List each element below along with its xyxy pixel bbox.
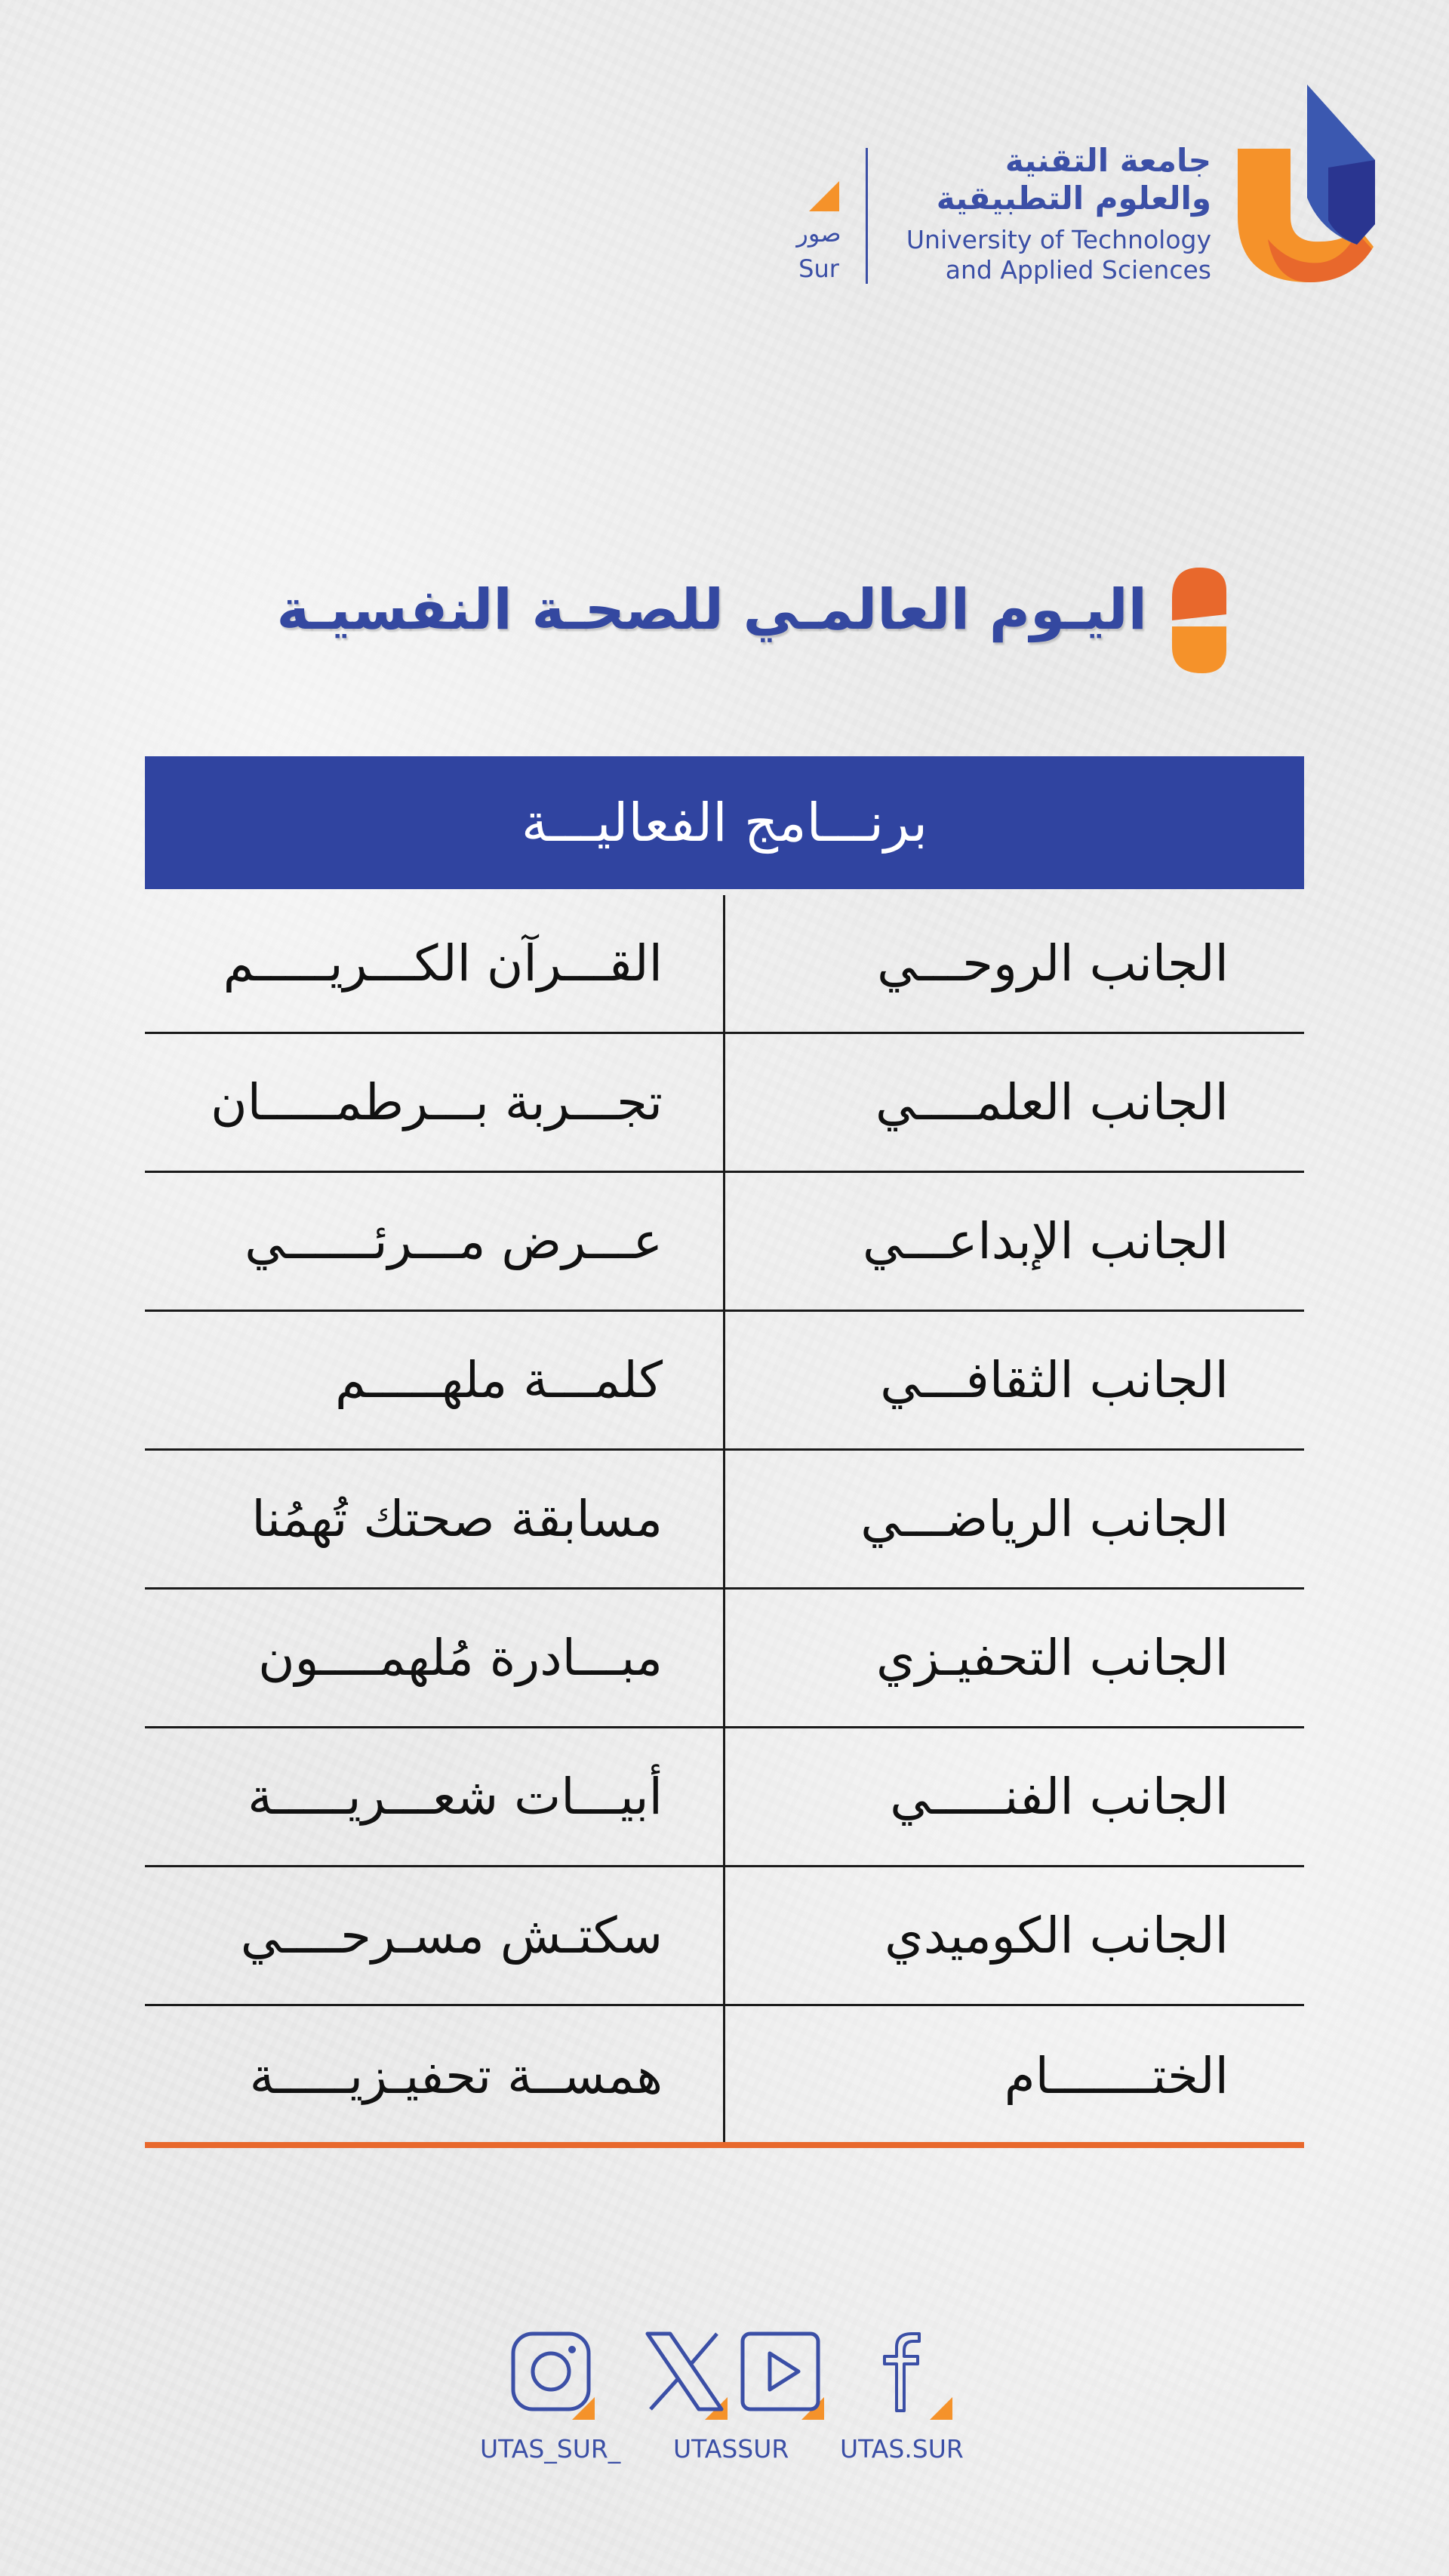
youtube-icon[interactable] bbox=[740, 2331, 824, 2420]
university-logo-mark bbox=[1238, 85, 1381, 292]
x-icon[interactable] bbox=[643, 2331, 728, 2420]
program-header-label: برنـــامج الفعاليـــة bbox=[521, 792, 928, 854]
campus-name-en: Sur bbox=[798, 254, 839, 283]
table-bottom-rule bbox=[145, 2142, 1304, 2148]
aspect-cell: الجانب التحفيـزي bbox=[876, 1629, 1229, 1687]
university-name-en-line2: and Applied Sciences bbox=[945, 255, 1211, 285]
facebook-handle[interactable]: UTAS.SUR bbox=[840, 2434, 964, 2464]
activity-cell: أبيـــات شعـــريـــــة bbox=[248, 1768, 663, 1826]
table-column-divider bbox=[723, 895, 725, 2144]
instagram-handle[interactable]: UTAS_SUR_ bbox=[480, 2434, 621, 2464]
activity-cell: عـــرض مـــرئــــــي bbox=[245, 1212, 663, 1270]
page-title: اليـوم العالمـي للصحـة النفسيـة bbox=[276, 577, 1147, 642]
facebook-icon[interactable] bbox=[868, 2331, 952, 2420]
activity-cell: القـــرآن الكـــريـــــم bbox=[223, 934, 663, 993]
university-name-ar-line2: والعلوم التطبيقية bbox=[936, 180, 1211, 217]
x-handle[interactable]: UTASSUR bbox=[673, 2434, 789, 2464]
instagram-icon[interactable] bbox=[510, 2331, 595, 2420]
aspect-cell: الجانب العلمــــي bbox=[875, 1073, 1229, 1131]
activity-cell: همســة تحفيـزيـــــة bbox=[249, 2046, 663, 2105]
university-name-ar-line1: جامعة التقنية bbox=[1004, 142, 1211, 179]
aspect-cell: الجانب الكوميدي bbox=[884, 1907, 1229, 1965]
campus-name-ar: صور bbox=[796, 219, 841, 248]
aspect-cell: الجانب الإبداعـــي bbox=[862, 1212, 1229, 1270]
title-logo-icon bbox=[1172, 568, 1226, 673]
aspect-cell: الجانب الروحـــي bbox=[877, 934, 1229, 993]
activity-cell: تجـــربة بـــرطمـــــان bbox=[211, 1073, 663, 1131]
campus-triangle-icon bbox=[809, 181, 839, 211]
aspect-cell: الجانب الرياضـــي bbox=[860, 1490, 1229, 1548]
activity-cell: مسابقة صحتك تُهمُنا bbox=[251, 1490, 663, 1548]
aspect-cell: الختـــــــام bbox=[1004, 2046, 1229, 2105]
university-name-en-line1: University of Technology bbox=[906, 225, 1211, 254]
activity-cell: كلمـــة ملهـــــم bbox=[334, 1351, 663, 1409]
program-table-header bbox=[145, 756, 1304, 889]
aspect-cell: الجانب الثقافـــي bbox=[880, 1351, 1229, 1409]
header-divider bbox=[866, 148, 868, 284]
activity-cell: سكتـش مسـرحــــي bbox=[240, 1907, 663, 1965]
activity-cell: مبـــادرة مُلهمــــون bbox=[258, 1629, 663, 1687]
aspect-cell: الجانب الفنـــــي bbox=[890, 1768, 1229, 1826]
